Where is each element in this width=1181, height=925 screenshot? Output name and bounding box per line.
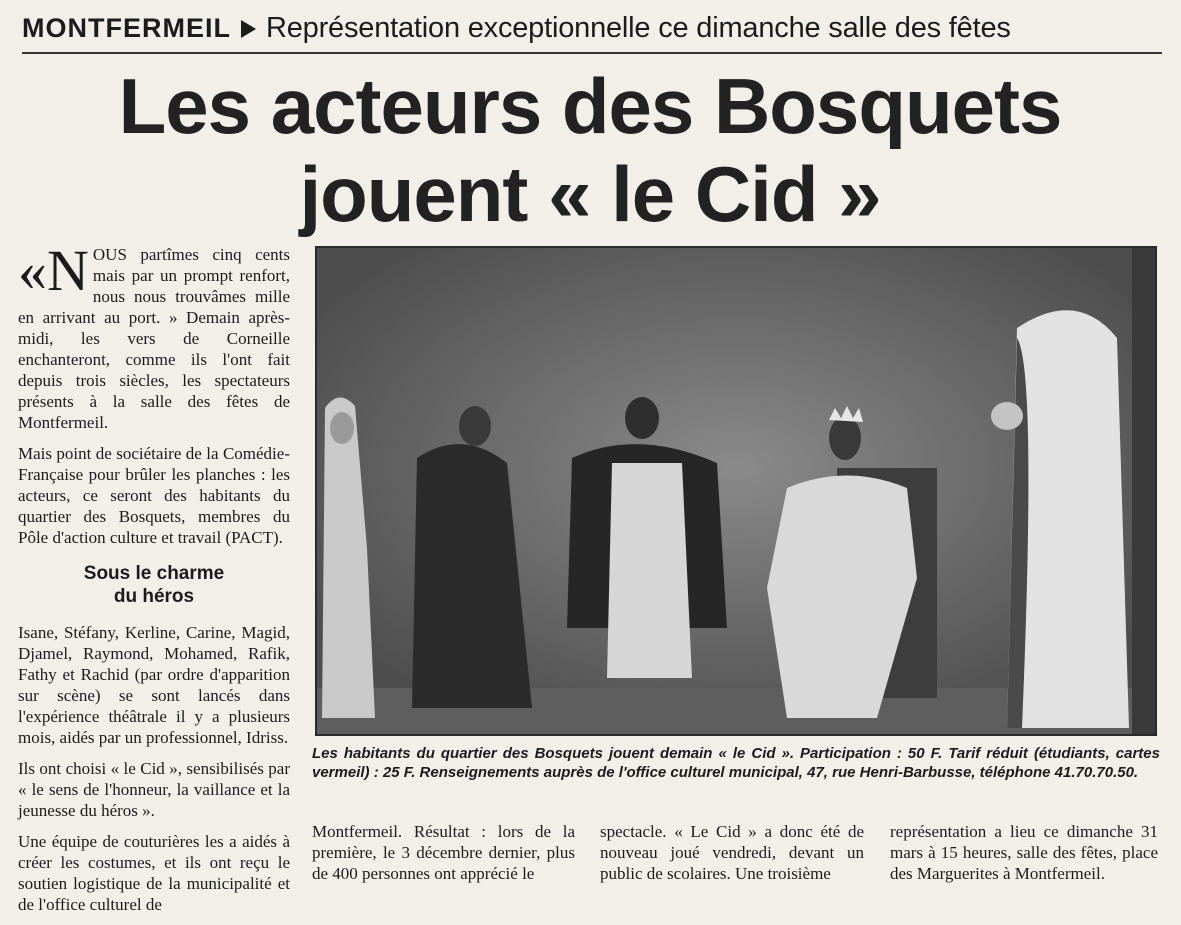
paragraph-5: Une équipe de couturières les a aidés à créer les costumes, et ils ont reçu le soutien logistique de la municipalité et de l'office culturel de — [18, 832, 290, 914]
headline-line-2: jouent « le Cid » — [299, 150, 881, 238]
lead-paragraph — [18, 238, 290, 433]
paragraph-3: Isane, Stéfany, Kerline, Carine, Magid, Djamel, Raymond, Mohamed, Rafik, Fathy et Rachid (par ordre d'apparition sur scène) se sont lancés dans l'expérience théâtrale il y a plusieurs mois, aidés par un professionnel, Idriss. — [18, 623, 290, 747]
drop-cap-letter: N — [47, 238, 89, 303]
drop-cap — [18, 238, 89, 303]
stage-curtain-edge — [1132, 248, 1155, 734]
stage-photo-illustration — [317, 248, 1155, 734]
rubric-arrow-icon — [241, 20, 256, 38]
paragraph-2: Mais point de sociétaire de la Comédie-Française pour brûler les planches : les acteurs, ce seront des habitants du quartier des Bosquets, membres du Pôle d'action culture et travail (PACT). — [18, 444, 290, 547]
rubric-divider — [22, 52, 1162, 54]
drop-cap-quote: « — [18, 238, 47, 303]
article-column-4 — [890, 821, 1158, 894]
lead-text: OUS partîmes cinq cents mais par un prompt renfort, nous nous trouvâmes mille en arrivant au port. » Demain après-midi, les vers de Corneille enchanteront, comme ils l'ont fait depuis trois siècles, les spectateurs présents à la salle des fêtes de Montfermeil. — [18, 245, 290, 432]
column-2-text: Montfermeil. Résultat : lors de la première, le 3 décembre dernier, plus de 400 personnes ont apprécié le — [312, 822, 575, 883]
article-column-2 — [312, 821, 575, 894]
article-column-3 — [600, 821, 864, 894]
headline-line-1: Les acteurs des Bosquets — [118, 62, 1062, 150]
subhead-line-1: Sous le charme — [83, 563, 225, 584]
subhead-line-2: du héros — [113, 586, 195, 607]
paragraph-4: Ils ont choisi « le Cid », sensibilisés par « le sens de l'honneur, la vaillance et la jeunesse du héros ». — [18, 759, 290, 820]
subhead — [18, 562, 290, 608]
stage-photo — [315, 246, 1157, 736]
article-column-1 — [18, 238, 290, 925]
rubric-deck: Représentation exceptionnelle ce dimanche salle des fêtes — [265, 12, 1011, 44]
rubric-bar — [22, 12, 1162, 52]
column-3-text: spectacle. « Le Cid » a donc été de nouveau joué vendredi, devant un public de scolaires. Une troisième — [600, 822, 864, 883]
rubric-kicker: MONTFERMEIL — [22, 13, 231, 43]
photo-caption: Les habitants du quartier des Bosquets jouent demain « le Cid ». Participation : 50 F. Tarif réduit (étudiants, cartes vermeil) : 25 F. Renseignements auprès de l'office culturel municipal, 47, rue Henri-Barbusse, téléphone 41.70.70.50. — [312, 745, 1160, 781]
headline — [10, 62, 1170, 238]
column-4-text: représentation a lieu ce dimanche 31 mars à 15 heures, salle des fêtes, place des Marguerites à Montfermeil. — [890, 822, 1158, 883]
